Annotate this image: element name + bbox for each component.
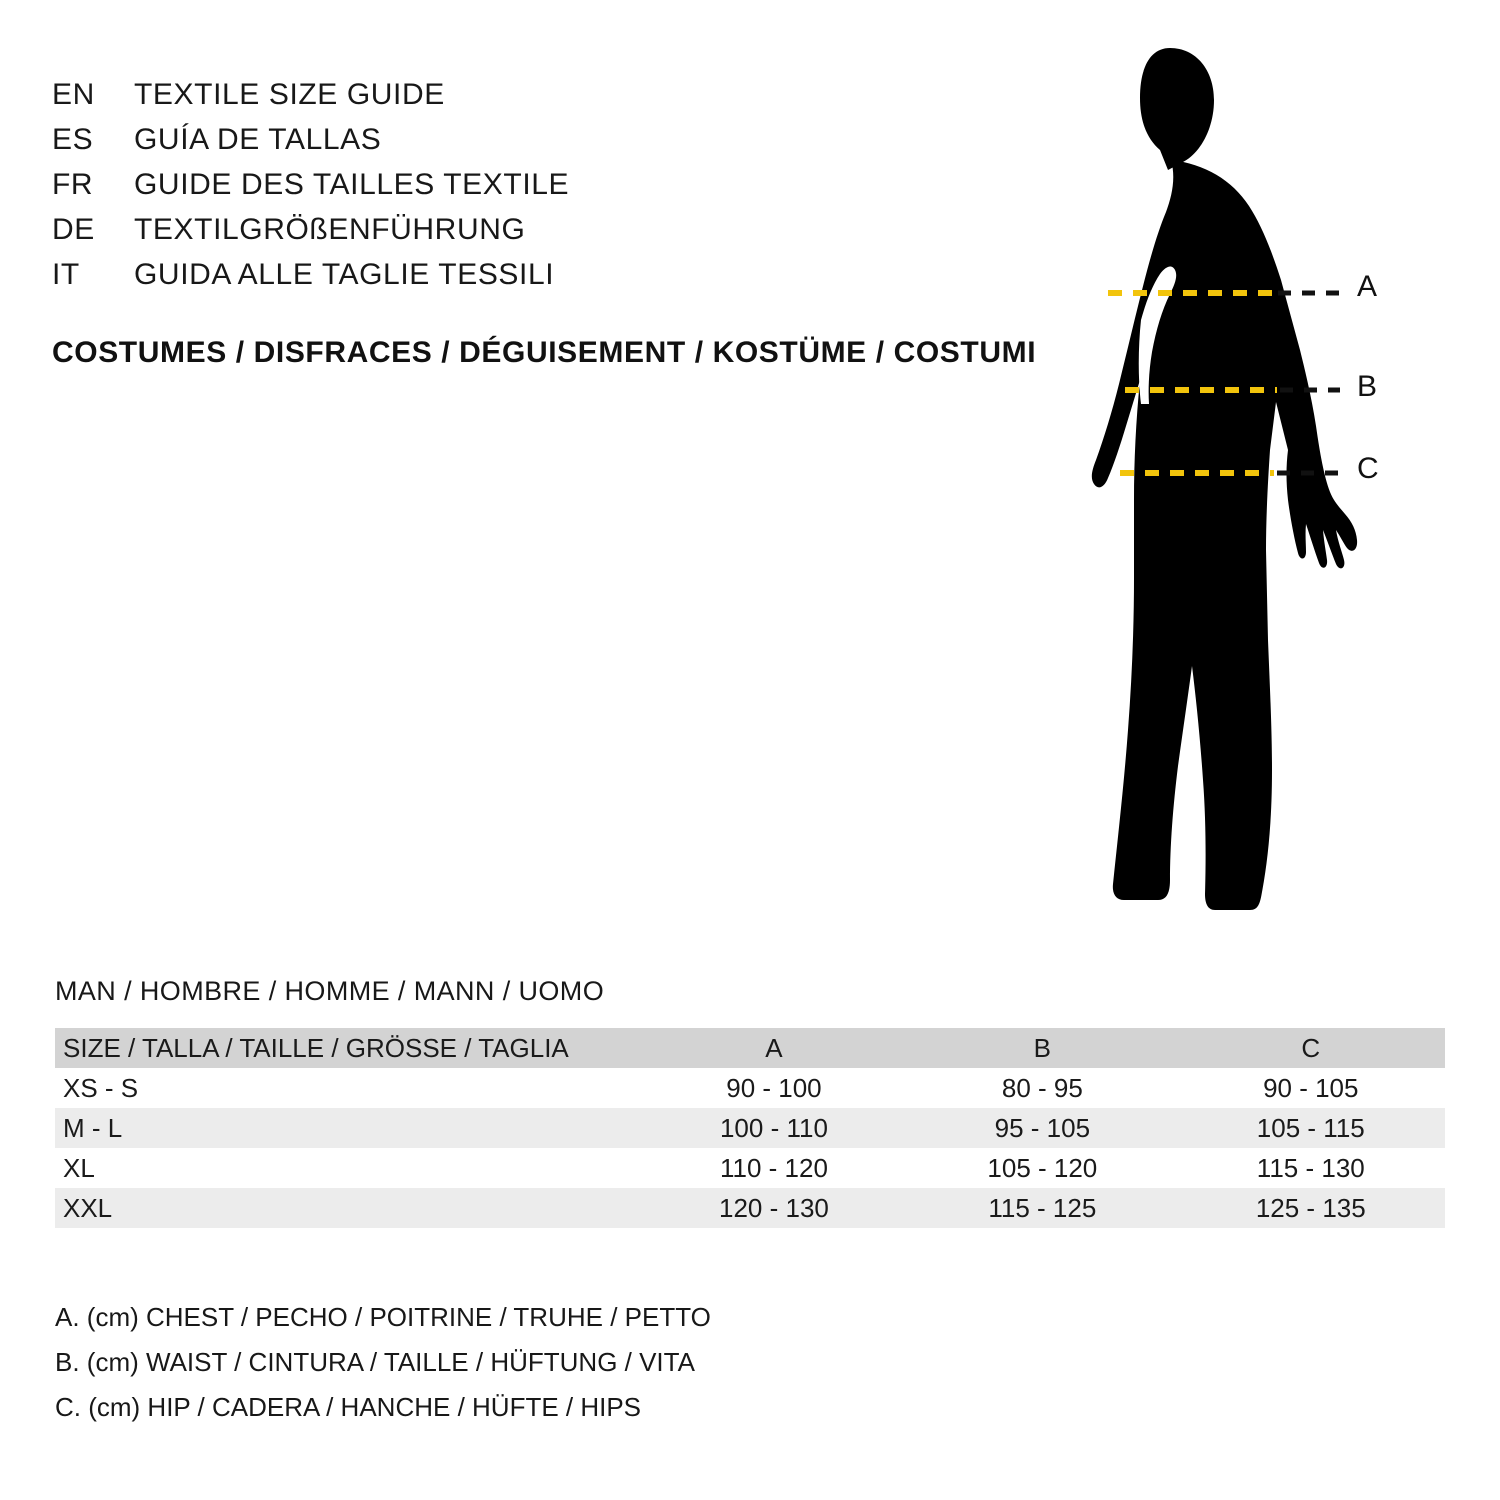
language-row — [52, 117, 952, 162]
figure-label-a: A — [1357, 270, 1378, 303]
language-row — [52, 207, 952, 252]
language-text: GUÍA DE TALLAS — [134, 123, 382, 156]
cell-c: 105 - 115 — [1177, 1108, 1445, 1148]
cell-a: 100 - 110 — [640, 1108, 908, 1148]
legend-line-c: C. (cm) HIP / CADERA / HANCHE / HÜFTE / HIPS — [55, 1392, 642, 1422]
cell-a: 90 - 100 — [640, 1068, 908, 1108]
language-code: ES — [52, 123, 94, 156]
measurement-legend — [55, 1295, 711, 1430]
table-row — [55, 1188, 1445, 1228]
column-header-c: C — [1177, 1028, 1445, 1068]
figure-label-c: C — [1357, 452, 1379, 485]
language-code: IT — [52, 258, 80, 291]
legend-line-b: B. (cm) WAIST / CINTURA / TAILLE / HÜFTUNG / VITA — [55, 1347, 695, 1377]
cell-size: M - L — [55, 1108, 640, 1148]
cell-size: XXL — [55, 1188, 640, 1228]
cell-b: 80 - 95 — [908, 1068, 1176, 1108]
column-header-a: A — [640, 1028, 908, 1068]
language-text: GUIDE DES TAILLES TEXTILE — [134, 168, 570, 201]
column-header-size: SIZE / TALLA / TAILLE / GRÖSSE / TAGLIA — [55, 1028, 640, 1068]
language-text: TEXTILGRÖßENFÜHRUNG — [134, 213, 526, 246]
cell-b: 95 - 105 — [908, 1108, 1176, 1148]
table-header-row — [55, 1028, 1445, 1068]
male-silhouette-icon — [1000, 30, 1460, 930]
language-row — [52, 252, 952, 297]
cell-a: 110 - 120 — [640, 1148, 908, 1188]
language-code: DE — [52, 213, 95, 246]
language-list — [52, 72, 952, 297]
costumes-heading: COSTUMES / DISFRACES / DÉGUISEMENT / KOSTÜME / COSTUMI — [52, 336, 1037, 369]
table-row — [55, 1148, 1445, 1188]
size-table — [55, 1028, 1445, 1228]
column-header-b: B — [908, 1028, 1176, 1068]
cell-c: 125 - 135 — [1177, 1188, 1445, 1228]
cell-a: 120 - 130 — [640, 1188, 908, 1228]
legend-line-a: A. (cm) CHEST / PECHO / POITRINE / TRUHE / PETTO — [55, 1302, 711, 1332]
language-code: FR — [52, 168, 94, 201]
language-row — [52, 72, 952, 117]
cell-size: XL — [55, 1148, 640, 1188]
measurement-figure — [1000, 30, 1460, 930]
language-text: GUIDA ALLE TAGLIE TESSILI — [134, 258, 555, 291]
table-row — [55, 1068, 1445, 1108]
cell-size: XS - S — [55, 1068, 640, 1108]
figure-label-b: B — [1357, 370, 1378, 403]
table-row — [55, 1108, 1445, 1148]
table-title: MAN / HOMBRE / HOMME / MANN / UOMO — [55, 976, 605, 1006]
language-row — [52, 162, 952, 207]
cell-c: 90 - 105 — [1177, 1068, 1445, 1108]
cell-b: 115 - 125 — [908, 1188, 1176, 1228]
cell-c: 115 - 130 — [1177, 1148, 1445, 1188]
language-text: TEXTILE SIZE GUIDE — [134, 78, 445, 111]
language-code: EN — [52, 78, 95, 111]
cell-b: 105 - 120 — [908, 1148, 1176, 1188]
